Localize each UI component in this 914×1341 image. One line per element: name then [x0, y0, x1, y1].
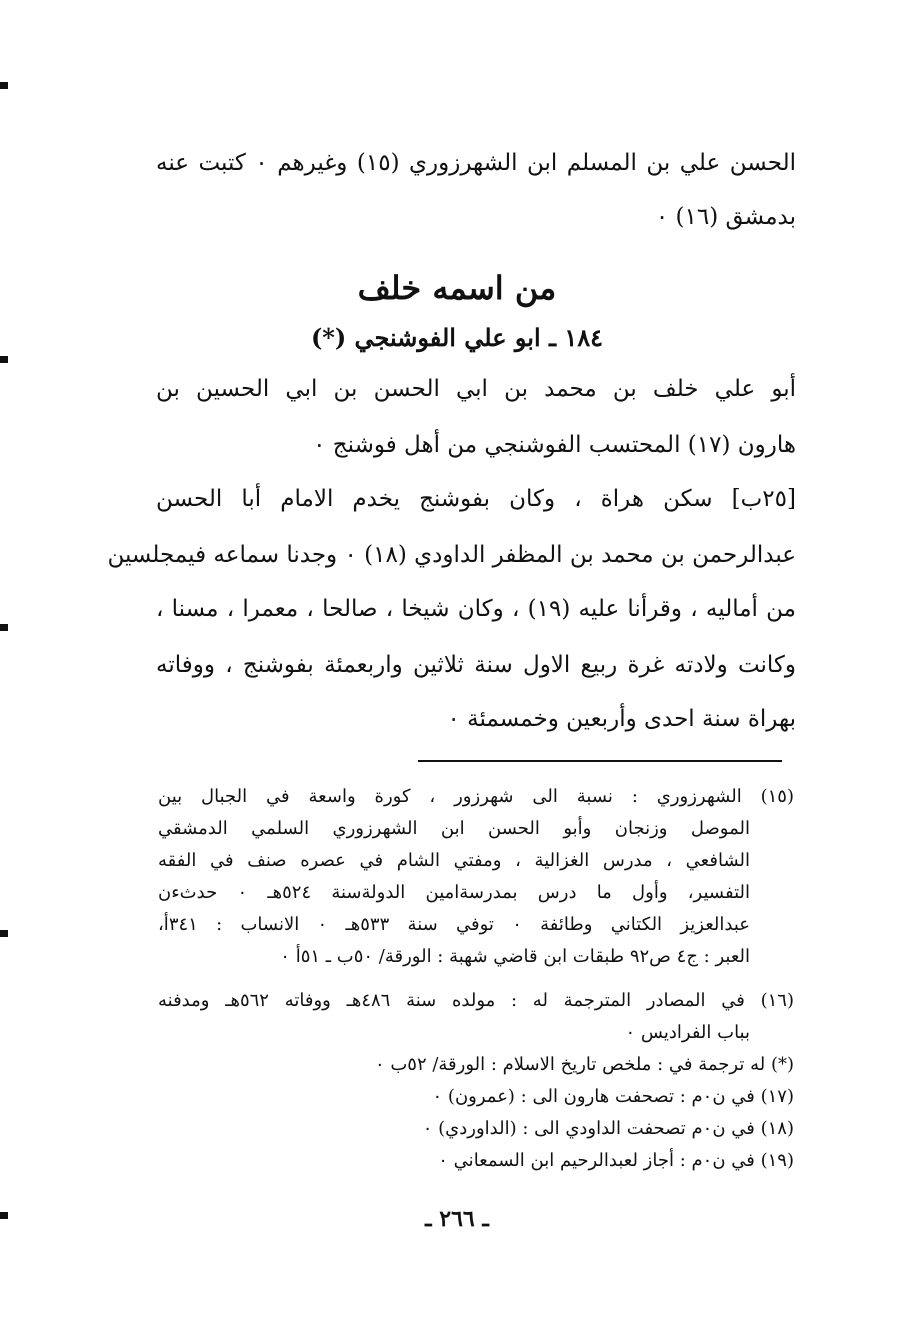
entry-line-2: هارون (١٧) المحتسب الفوشنجي من أهل فوشنج ٠	[313, 432, 796, 458]
entry-line-7: بهراة سنة احدى وأربعين وخمسمئة ٠	[447, 706, 796, 732]
footnote-15-line-6: العبر : ج٤ ص٩٢ طبقات ابن قاضي شهبة : الورقة/ ٥٠ب ـ ٥١أ ٠	[280, 946, 750, 967]
footnote-16-line-1: (١٦) في المصادر المترجمة له : مولده سنة ٤٨٦هـ ووفاته ٥٦٢هـ ومدفنه	[158, 990, 794, 1011]
entry-title: ١٨٤ ـ ابو علي الفوشنجي (*)	[310, 323, 604, 352]
footnote-16-line-2: بباب الفراديس ٠	[625, 1022, 750, 1043]
scan-edge-mark	[0, 82, 8, 89]
entry-line-5: من أماليه ، وقرأنا عليه (١٩) ، وكان شيخا ، صالحا ، معمرا ، مسنا ،	[156, 596, 797, 622]
body-line-1: الحسن علي بن المسلم ابن الشهرزوري (١٥) وغيرهم ٠ كتبت عنه	[156, 150, 797, 176]
entry-line-3: [٢٥ب] سكن هراة ، وكان بفوشنج يخدم الامام أبا الحسن	[156, 486, 796, 512]
footnote-star: (*) له ترجمة في : ملخص تاريخ الاسلام : الورقة/ ٥٢ب ٠	[374, 1054, 794, 1075]
footnote-18: (١٨) في ن٠م تصحفت الداودي الى : (الداوردي) ٠	[422, 1118, 794, 1139]
footnote-15-line-4: التفسير، وأول ما درس بمدرسةامين الدولةسنة ٥٢٤هـ ٠ حدثءن	[158, 882, 750, 903]
scan-edge-mark	[0, 930, 8, 937]
scan-edge-mark	[0, 624, 8, 631]
body-line-2: بدمشق (١٦) ٠	[655, 204, 796, 230]
footnote-19: (١٩) في ن٠م : أجاز لعبدالرحيم ابن السمعاني ٠	[438, 1150, 794, 1171]
footnote-15-line-5: عبدالعزيز الكتاني وطائفة ٠ توفي سنة ٥٣٣هـ ٠ الانساب : ٣٤١أ،	[158, 914, 751, 935]
footnote-17: (١٧) في ن٠م : تصحفت هارون الى : (عمرون) ٠	[432, 1086, 794, 1107]
entry-line-6: وكانت ولادته غرة ربيع الاول سنة ثلاثين واربعمئة بفوشنج ، ووفاته	[156, 652, 796, 678]
scan-edge-mark	[0, 1212, 8, 1219]
footnote-15-line-1: (١٥) الشهرزوري : نسبة الى شهرزور ، كورة واسعة في الجبال بين	[158, 786, 794, 807]
footnote-15-line-3: الشافعي ، مدرس الغزالية ، ومفتي الشام في عصره صنف في الفقه	[158, 850, 750, 871]
footnote-separator	[418, 760, 782, 762]
footnote-15-line-2: الموصل وزنجان وأبو الحسن ابن الشهرزوري السلمي الدمشقي	[158, 818, 750, 839]
entry-line-1: أبو علي خلف بن محمد بن ابي الحسن بن ابي الحسين بن	[156, 376, 796, 402]
page-number: ـ ٢٦٦ ـ	[425, 1206, 489, 1232]
entry-line-4: عبدالرحمن بن محمد بن المظفر الداودي (١٨) ٠ وجدنا سماعه فيمجلسين	[107, 542, 796, 568]
section-title: من اسمه خلف	[357, 269, 557, 307]
scan-edge-mark	[0, 356, 8, 363]
